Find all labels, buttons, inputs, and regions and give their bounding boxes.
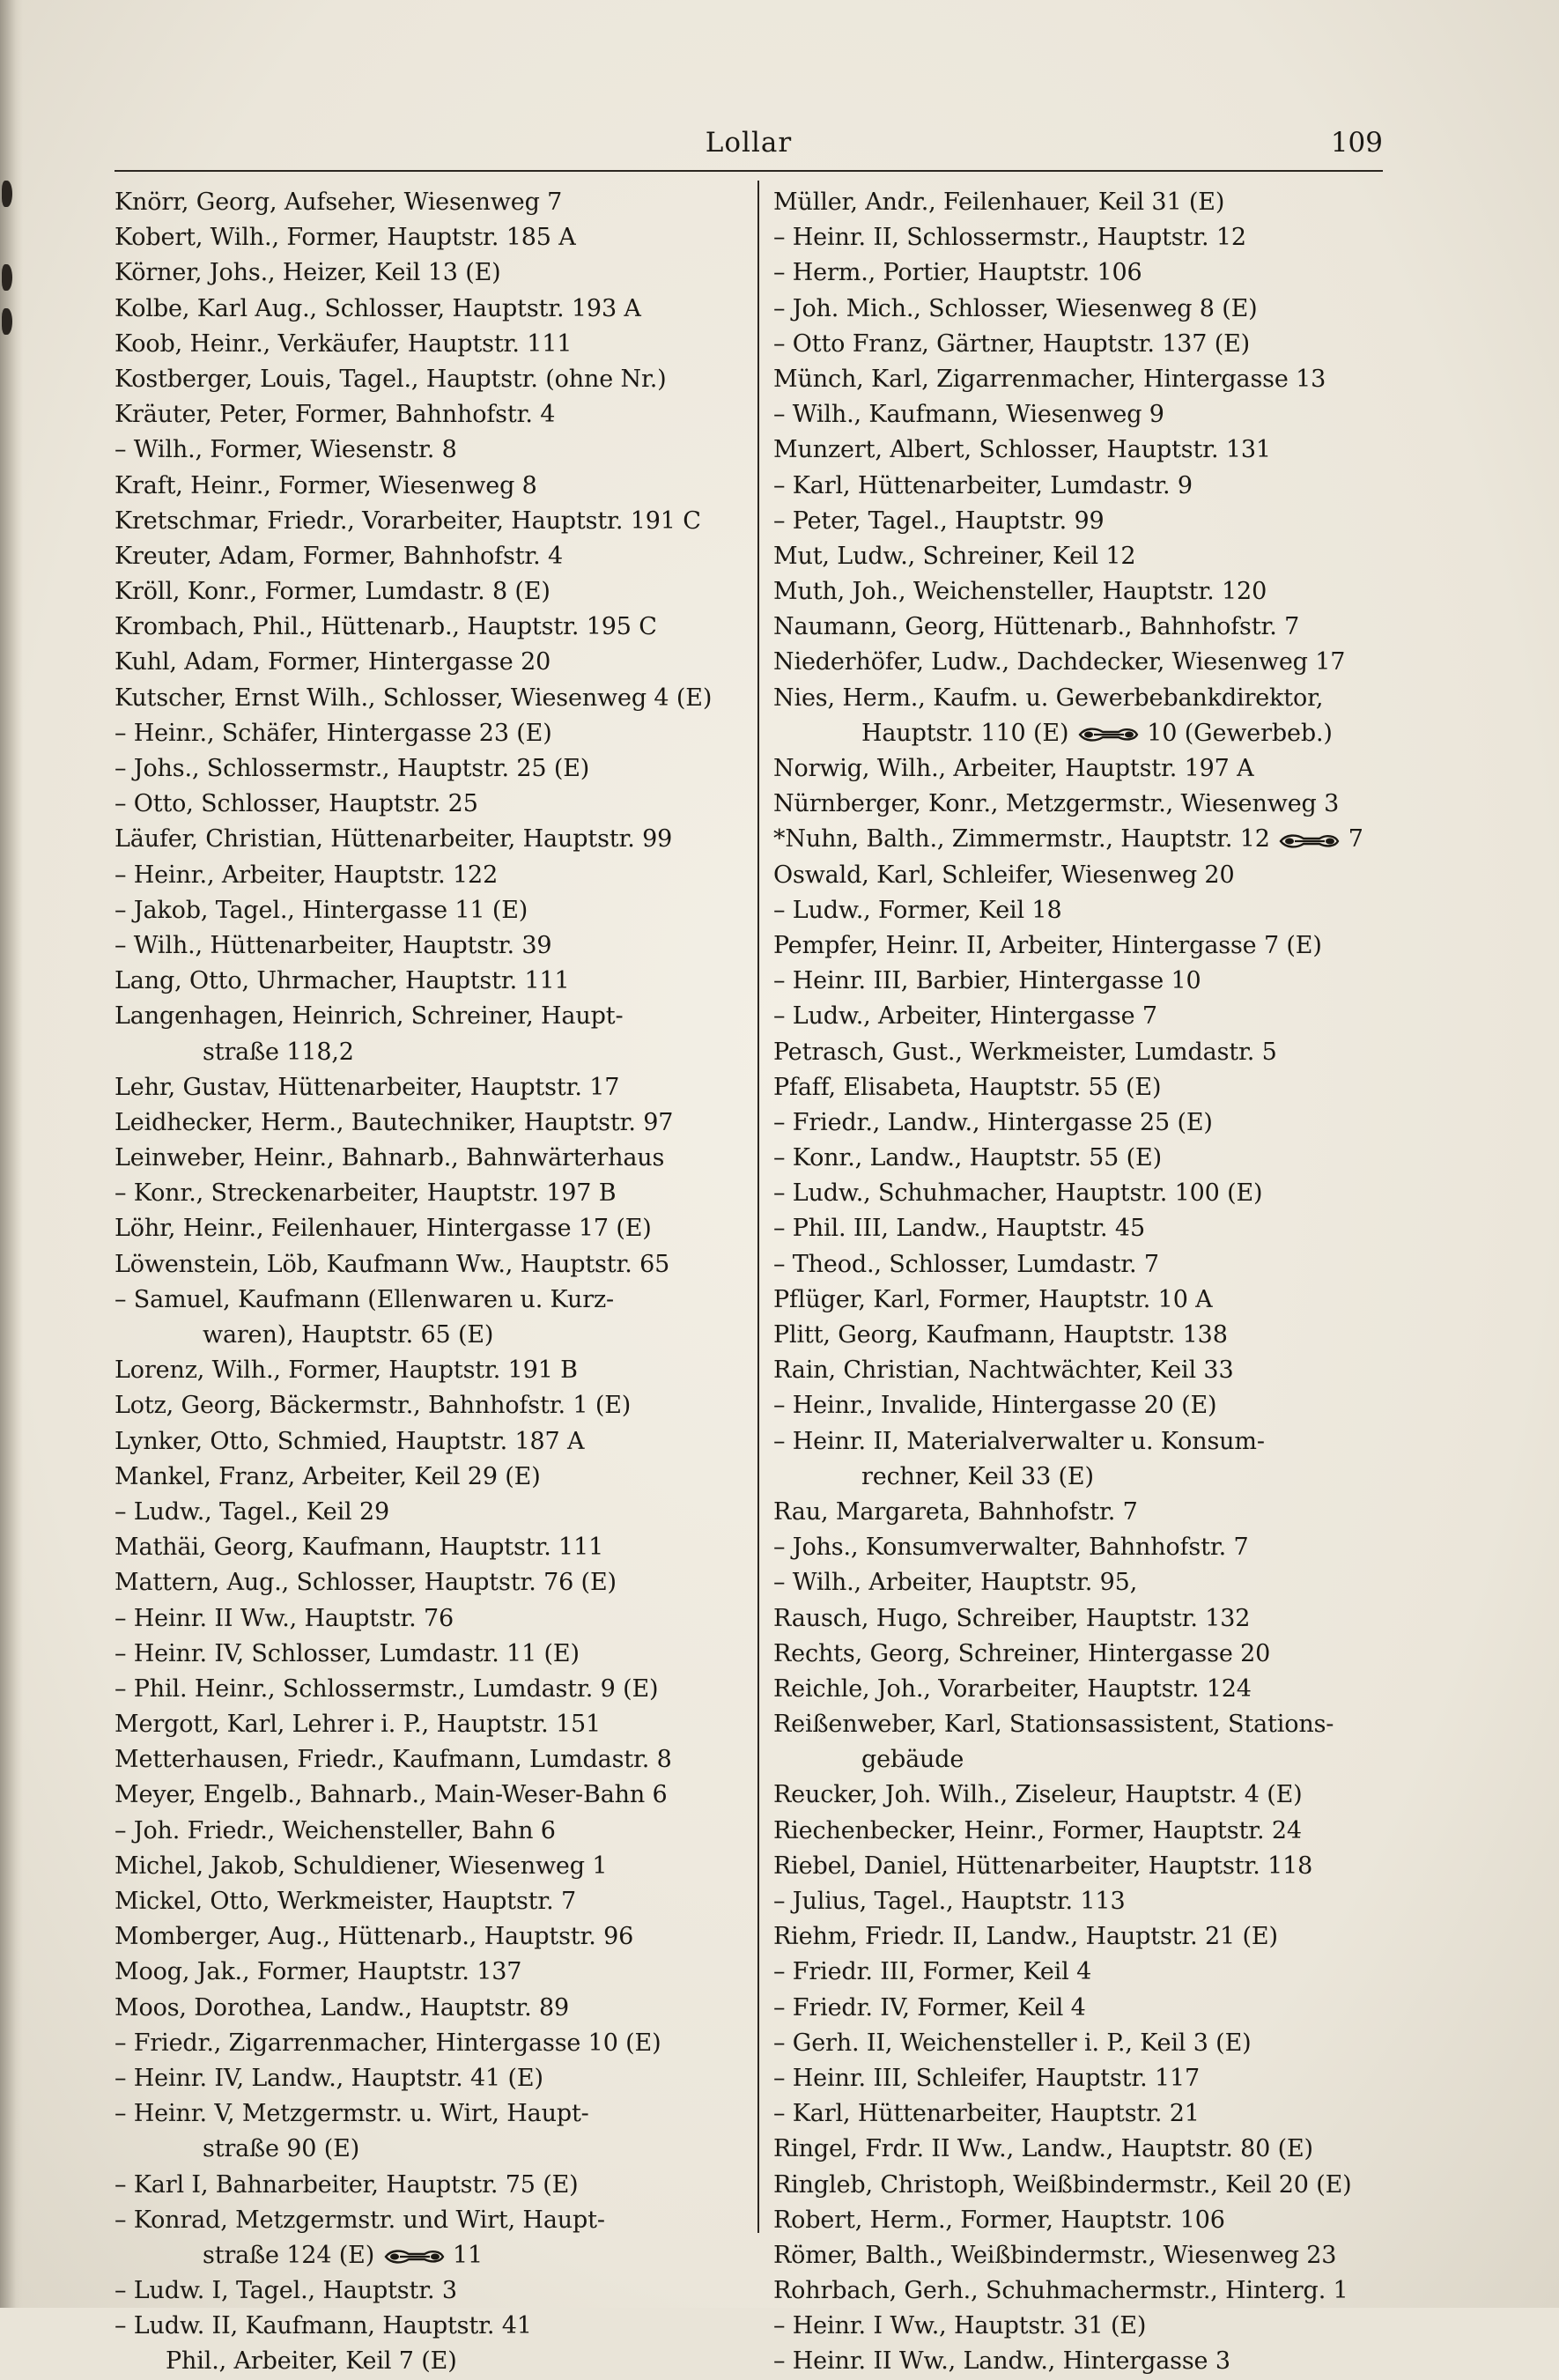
directory-entry (115, 2203, 749, 2238)
entry-text: – Ludw., Arbeiter, Hintergasse 7 (773, 1002, 1157, 1031)
entry-text: Lang, Otto, Uhrmacher, Hauptstr. 111 (115, 967, 570, 995)
entry-text: Rain, Christian, Nachtwächter, Keil 33 (773, 1356, 1234, 1385)
binding-mark (2, 308, 12, 335)
entry-text: Koob, Heinr., Verkäufer, Hauptstr. 111 (115, 329, 573, 358)
entry-text: Kretschmar, Friedr., Vorarbeiter, Hauptstr. 191 C (115, 506, 701, 535)
directory-entry (115, 220, 749, 255)
directory-entry (773, 1070, 1383, 1105)
directory-entry (115, 2344, 749, 2379)
entry-text: – Ludw. I, Tagel., Hauptstr. 3 (115, 2277, 457, 2305)
binding-mark (2, 264, 12, 291)
entry-text: – Ludw. II, Kaufmann, Hauptstr. 41 (115, 2312, 532, 2340)
entry-text: – Johs., Konsumverwalter, Bahnhofstr. 7 (773, 1534, 1249, 1562)
directory-entry (115, 1176, 749, 1211)
directory-entry (115, 1495, 749, 1530)
directory-entry (773, 504, 1383, 539)
directory-entry (773, 469, 1383, 504)
directory-entry (115, 681, 749, 716)
entry-text: – Phil. Heinr., Schlossermstr., Lumdastr. 9 (E) (115, 1674, 659, 1703)
entry-text: *Nuhn, Balth., Zimmermstr., Hauptstr. 12 (773, 825, 1270, 854)
directory-entry (773, 1530, 1383, 1565)
entry-text: Petrasch, Gust., Werkmeister, Lumdastr. 5 (773, 1038, 1277, 1066)
directory-entry (115, 1672, 749, 1707)
directory-entry (773, 716, 1383, 751)
entry-text: – Konr., Streckenarbeiter, Hauptstr. 197 B (115, 1179, 617, 1208)
directory-entry (773, 858, 1383, 893)
directory-entry (115, 469, 749, 504)
directory-entry (773, 1814, 1383, 1849)
entry-text: Plitt, Georg, Kaufmann, Hauptstr. 138 (773, 1321, 1228, 1349)
directory-entry (115, 1565, 749, 1600)
entry-text: Ringleb, Christoph, Weißbindermstr., Keil 20 (E) (773, 2170, 1352, 2199)
directory-entry (773, 574, 1383, 610)
entry-text: – Friedr. IV, Former, Keil 4 (773, 1993, 1086, 2022)
directory-entry (773, 1601, 1383, 1637)
entry-text: – Ludw., Former, Keil 18 (773, 896, 1062, 924)
directory-entry (773, 220, 1383, 255)
directory-entry (773, 362, 1383, 397)
directory-entry (115, 185, 749, 220)
directory-entry (773, 822, 1383, 857)
directory-entry (773, 1919, 1383, 1955)
entry-text: Körner, Johs., Heizer, Keil 13 (E) (115, 259, 501, 287)
directory-entry (773, 1282, 1383, 1318)
entry-text: – Heinr. IV, Landw., Hauptstr. 41 (E) (115, 2064, 543, 2092)
entry-text: – Heinr. I Ww., Hauptstr. 31 (E) (773, 2312, 1147, 2340)
directory-entry (115, 1955, 749, 1990)
directory-entry (115, 362, 749, 397)
directory-entry (115, 1814, 749, 1849)
entry-text: – Karl, Hüttenarbeiter, Hauptstr. 21 (773, 2100, 1200, 2128)
entry-text: Kröll, Konr., Former, Lumdastr. 8 (E) (115, 578, 550, 606)
directory-entry (115, 893, 749, 928)
entry-text: Moog, Jak., Former, Hauptstr. 137 (115, 1958, 522, 1986)
directory-entry (115, 574, 749, 610)
phone-number: 11 (452, 2241, 484, 2269)
entry-text: – Herm., Portier, Hauptstr. 106 (773, 259, 1142, 287)
entry-text: – Otto Franz, Gärtner, Hauptstr. 137 (E) (773, 329, 1251, 358)
directory-entry (773, 432, 1383, 468)
directory-entry (115, 397, 749, 432)
directory-entry (115, 1353, 749, 1388)
directory-entry (773, 2309, 1383, 2344)
directory-entry (115, 645, 749, 680)
entry-text: Metterhausen, Friedr., Kaufmann, Lumdastr. 8 (115, 1746, 672, 1774)
entry-text: – Phil. III, Landw., Hauptstr. 45 (773, 1215, 1145, 1243)
directory-entry (773, 681, 1383, 716)
entry-text: straße 118,2 (203, 1038, 354, 1066)
directory-entry (115, 1707, 749, 1742)
entry-text: – Ludw., Tagel., Keil 29 (115, 1497, 390, 1526)
directory-entry (115, 1778, 749, 1813)
directory-entry (115, 1742, 749, 1778)
entry-text: – Heinr. II, Schlossermstr., Hauptstr. 12 (773, 224, 1246, 252)
directory-entry (773, 2344, 1383, 2379)
entry-text: Kutscher, Ernst Wilh., Schlosser, Wiesenweg 4 (E) (115, 684, 713, 712)
directory-entry (115, 1424, 749, 1460)
entry-text: straße 124 (E) (203, 2241, 375, 2269)
page-binding-edge (0, 0, 23, 2308)
entry-text: – Joh. Friedr., Weichensteller, Bahn 6 (115, 1816, 556, 1844)
entry-text: Nies, Herm., Kaufm. u. Gewerbebankdirektor, (773, 684, 1324, 712)
directory-entry (115, 2026, 749, 2061)
directory-entry (773, 645, 1383, 680)
entry-text: Läufer, Christian, Hüttenarbeiter, Hauptstr. 99 (115, 825, 673, 854)
directory-entry (115, 2061, 749, 2096)
entry-text: Löhr, Heinr., Feilenhauer, Hintergasse 17 (E) (115, 1215, 652, 1243)
directory-entry (115, 1637, 749, 1672)
entry-text: – Heinr., Arbeiter, Hauptstr. 122 (115, 861, 499, 889)
entry-text: Mergott, Karl, Lehrer i. P., Hauptstr. 151 (115, 1711, 602, 1739)
directory-entry (115, 1247, 749, 1282)
directory-entry (773, 397, 1383, 432)
directory-entry (115, 1105, 749, 1141)
entry-text: – Heinr. II, Materialverwalter u. Konsum- (773, 1427, 1265, 1455)
directory-entry (115, 1282, 749, 1318)
running-title: Lollar (705, 127, 793, 159)
entry-text: Kuhl, Adam, Former, Hintergasse 20 (115, 648, 551, 676)
directory-entry (773, 787, 1383, 822)
entry-text: – Friedr. III, Former, Keil 4 (773, 1958, 1092, 1986)
entry-text: Momberger, Aug., Hüttenarb., Hauptstr. 96 (115, 1923, 634, 1951)
directory-entry (773, 1565, 1383, 1600)
entry-text: Rausch, Hugo, Schreiber, Hauptstr. 132 (773, 1604, 1251, 1632)
directory-entry (773, 751, 1383, 787)
directory-entry (773, 1778, 1383, 1813)
directory-entry (773, 2132, 1383, 2167)
directory-entry (115, 1070, 749, 1105)
entry-text: Phil., Arbeiter, Keil 7 (E) (166, 2347, 457, 2376)
entry-text: – Otto, Schlosser, Hauptstr. 25 (115, 790, 478, 818)
directory-entry (773, 327, 1383, 362)
directory-entry (115, 1460, 749, 1495)
entry-text: – Konr., Landw., Hauptstr. 55 (E) (773, 1144, 1162, 1172)
directory-entry (773, 292, 1383, 327)
directory-entry (773, 185, 1383, 220)
entry-text: – Friedr., Landw., Hintergasse 25 (E) (773, 1108, 1213, 1136)
entry-text: Lorenz, Wilh., Former, Hauptstr. 191 B (115, 1356, 578, 1385)
directory-entry (115, 327, 749, 362)
entry-text: Kostberger, Louis, Tagel., Hauptstr. (ohne Nr.) (115, 365, 667, 393)
entry-text: waren), Hauptstr. 65 (E) (203, 1321, 494, 1349)
entry-text: – Theod., Schlosser, Lumdastr. 7 (773, 1250, 1159, 1278)
entry-text: Muth, Joh., Weichensteller, Hauptstr. 120 (773, 578, 1267, 606)
entry-text: Oswald, Karl, Schleifer, Wiesenweg 20 (773, 861, 1235, 889)
phone-number: 10 (Gewerbeb.) (1147, 719, 1333, 747)
left-column (115, 185, 749, 2380)
directory-entry (115, 1884, 749, 1919)
entry-text: Lotz, Georg, Bäckermstr., Bahnhofstr. 1 (E) (115, 1392, 632, 1420)
entry-text: Lynker, Otto, Schmied, Hauptstr. 187 A (115, 1427, 585, 1455)
directory-entry (115, 1919, 749, 1955)
directory-entry (773, 2238, 1383, 2273)
entry-text: Münch, Karl, Zigarrenmacher, Hintergasse 13 (773, 365, 1326, 393)
entry-text: – Karl, Hüttenarbeiter, Lumdastr. 9 (773, 471, 1193, 499)
directory-entry (115, 1318, 749, 1353)
entry-text: Rohrbach, Gerh., Schuhmachermstr., Hinterg. 1 (773, 2277, 1348, 2305)
entry-text: Nürnberger, Konr., Metzgermstr., Wiesenweg 3 (773, 790, 1340, 818)
binding-mark (2, 181, 12, 207)
directory-entry (773, 1247, 1383, 1282)
directory-entry (773, 964, 1383, 999)
entry-text: Krombach, Phil., Hüttenarb., Hauptstr. 195 C (115, 613, 657, 641)
entry-text: Pflüger, Karl, Former, Hauptstr. 10 A (773, 1285, 1213, 1313)
directory-entry (115, 858, 749, 893)
directory-entry (115, 432, 749, 468)
directory-entry (115, 751, 749, 787)
entry-text: Kraft, Heinr., Former, Wiesenweg 8 (115, 471, 537, 499)
directory-entry (115, 1849, 749, 1884)
page-number: 109 (1330, 127, 1383, 159)
entry-text: rechner, Keil 33 (E) (861, 1462, 1094, 1490)
directory-entry (115, 2273, 749, 2309)
directory-entry (773, 2096, 1383, 2132)
entry-text: Munzert, Albert, Schlosser, Hauptstr. 131 (773, 436, 1271, 464)
directory-entry (115, 1211, 749, 1246)
entry-text: Riechenbecker, Heinr., Former, Hauptstr. 24 (773, 1816, 1302, 1844)
directory-entry (773, 1353, 1383, 1388)
entry-text: Kreuter, Adam, Former, Bahnhofstr. 4 (115, 542, 564, 570)
directory-entry (773, 1707, 1383, 1742)
header-rule (115, 170, 1383, 172)
directory-entry (773, 1035, 1383, 1070)
entry-text: Riebel, Daniel, Hüttenarbeiter, Hauptstr. 118 (773, 1852, 1313, 1880)
directory-entry (115, 255, 749, 291)
directory-entry (115, 822, 749, 857)
entry-text: Müller, Andr., Feilenhauer, Keil 31 (E) (773, 188, 1225, 216)
directory-entry (115, 610, 749, 645)
directory-entry (773, 1460, 1383, 1495)
directory-entry (115, 999, 749, 1034)
directory-entry (773, 2061, 1383, 2096)
entry-text: – Wilh., Hüttenarbeiter, Hauptstr. 39 (115, 931, 552, 959)
entry-text: – Wilh., Arbeiter, Hauptstr. 95, (773, 1569, 1138, 1597)
entry-text: Riehm, Friedr. II, Landw., Hauptstr. 21 (E) (773, 1923, 1278, 1951)
directory-entry (115, 2168, 749, 2203)
directory-entry (773, 893, 1383, 928)
directory-entry (773, 1176, 1383, 1211)
directory-entry (773, 1991, 1383, 2026)
entry-text: Norwig, Wilh., Arbeiter, Hauptstr. 197 A (773, 755, 1254, 782)
directory-entry (115, 716, 749, 751)
directory-entry (115, 504, 749, 539)
directory-entry (115, 1035, 749, 1070)
entry-text: straße 90 (E) (203, 2135, 360, 2163)
entry-text: Leidhecker, Herm., Bautechniker, Hauptstr. 97 (115, 1108, 674, 1136)
entry-text: Knörr, Georg, Aufseher, Wiesenweg 7 (115, 188, 563, 216)
entry-text: Meyer, Engelb., Bahnarb., Main-Weser-Bahn 6 (115, 1781, 668, 1809)
entry-text: Rechts, Georg, Schreiner, Hintergasse 20 (773, 1639, 1271, 1667)
directory-entry (773, 2026, 1383, 2061)
entry-text: Langenhagen, Heinrich, Schreiner, Haupt- (115, 1002, 624, 1031)
directory-entry (115, 2132, 749, 2167)
directory-entry (773, 999, 1383, 1034)
directory-entry (773, 1105, 1383, 1141)
entry-text: Löwenstein, Löb, Kaufmann Ww., Hauptstr. 65 (115, 1250, 670, 1278)
entry-text: Rau, Margareta, Bahnhofstr. 7 (773, 1497, 1138, 1526)
entry-text: Michel, Jakob, Schuldiener, Wiesenweg 1 (115, 1852, 608, 1880)
entry-text: Kobert, Wilh., Former, Hauptstr. 185 A (115, 224, 576, 252)
directory-entry (773, 1955, 1383, 1990)
entry-text: – Wilh., Former, Wiesenstr. 8 (115, 436, 457, 464)
page-header (115, 123, 1383, 167)
entry-text: Moos, Dorothea, Landw., Hauptstr. 89 (115, 1993, 570, 2022)
directory-entry (115, 2096, 749, 2132)
entry-text: Ringel, Frdr. II Ww., Landw., Hauptstr. 80 (E) (773, 2135, 1313, 2163)
directory-entry (773, 255, 1383, 291)
entry-text: – Heinr., Schäfer, Hintergasse 23 (E) (115, 719, 552, 747)
entry-text: Reichle, Joh., Vorarbeiter, Hauptstr. 124 (773, 1674, 1252, 1703)
phone-number: 7 (1348, 825, 1363, 854)
entry-text: Leinweber, Heinr., Bahnarb., Bahnwärterhaus (115, 1144, 665, 1172)
entry-text: gebäude (861, 1746, 964, 1774)
entry-text: – Johs., Schlossermstr., Hauptstr. 25 (E) (115, 755, 590, 782)
entry-text: Pfaff, Elisabeta, Hauptstr. 55 (E) (773, 1073, 1162, 1101)
directory-entry (773, 1495, 1383, 1530)
directory-entry (773, 1141, 1383, 1176)
entry-text: – Heinr. IV, Schlosser, Lumdastr. 11 (E) (115, 1639, 580, 1667)
entry-text: Reißenweber, Karl, Stationsassistent, Stations- (773, 1711, 1334, 1739)
entry-text: – Ludw., Schuhmacher, Hauptstr. 100 (E) (773, 1179, 1263, 1208)
entry-text: – Heinr., Invalide, Hintergasse 20 (E) (773, 1392, 1217, 1420)
entry-text: Mattern, Aug., Schlosser, Hauptstr. 76 (E) (115, 1569, 617, 1597)
directory-entry (115, 787, 749, 822)
entry-text: – Wilh., Kaufmann, Wiesenweg 9 (773, 401, 1164, 429)
entry-text: Niederhöfer, Ludw., Dachdecker, Wiesenweg 17 (773, 648, 1346, 676)
telephone-icon (1277, 831, 1341, 850)
directory-entry (115, 292, 749, 327)
entry-text: Reucker, Joh. Wilh., Ziseleur, Hauptstr. 4 (E) (773, 1781, 1303, 1809)
entry-text: – Joh. Mich., Schlosser, Wiesenweg 8 (E) (773, 294, 1258, 322)
directory-entry (773, 539, 1383, 574)
entry-text: – Heinr. V, Metzgermstr. u. Wirt, Haupt- (115, 2100, 589, 2128)
directory-entry (773, 1742, 1383, 1778)
entry-text: – Karl I, Bahnarbeiter, Hauptstr. 75 (E) (115, 2170, 579, 2199)
directory-entry (773, 1672, 1383, 1707)
entry-text: – Peter, Tagel., Hauptstr. 99 (773, 506, 1105, 535)
directory-entry (115, 1991, 749, 2026)
entry-text: Lehr, Gustav, Hüttenarbeiter, Hauptstr. 17 (115, 1073, 620, 1101)
entry-text: Kräuter, Peter, Former, Bahnhofstr. 4 (115, 401, 556, 429)
directory-entry (773, 1211, 1383, 1246)
directory-entry (115, 1530, 749, 1565)
column-divider (757, 181, 759, 2233)
directory-entry (773, 1424, 1383, 1460)
right-column (773, 185, 1383, 2380)
entry-text: – Friedr., Zigarrenmacher, Hintergasse 10 (E) (115, 2029, 661, 2057)
entry-text: – Heinr. II Ww., Hauptstr. 76 (115, 1604, 454, 1632)
entry-text: Pempfer, Heinr. II, Arbeiter, Hintergasse 7 (E) (773, 931, 1322, 959)
entry-text: Römer, Balth., Weißbindermstr., Wiesenweg 23 (773, 2241, 1337, 2269)
entry-text: Mankel, Franz, Arbeiter, Keil 29 (E) (115, 1462, 541, 1490)
directory-entry (773, 1849, 1383, 1884)
directory-entry (773, 1318, 1383, 1353)
entry-text: – Julius, Tagel., Hauptstr. 113 (773, 1888, 1126, 1915)
entry-text: Hauptstr. 110 (E) (861, 719, 1069, 747)
entry-text: Mathäi, Georg, Kaufmann, Hauptstr. 111 (115, 1534, 604, 1562)
directory-entry (115, 2309, 749, 2344)
telephone-icon (382, 2246, 446, 2265)
entry-text: Kolbe, Karl Aug., Schlosser, Hauptstr. 193 A (115, 294, 641, 322)
directory-entry (773, 610, 1383, 645)
directory-entry (115, 1388, 749, 1423)
directory-entry (773, 1884, 1383, 1919)
directory-entry (115, 964, 749, 999)
entry-text: – Samuel, Kaufmann (Ellenwaren u. Kurz- (115, 1285, 615, 1313)
directory-entry (115, 1601, 749, 1637)
directory-entry (773, 1388, 1383, 1423)
directory-entry (773, 1637, 1383, 1672)
entry-text: Mut, Ludw., Schreiner, Keil 12 (773, 542, 1136, 570)
telephone-icon (1076, 724, 1140, 743)
entry-text: Mickel, Otto, Werkmeister, Hauptstr. 7 (115, 1888, 577, 1915)
directory-entry (773, 2168, 1383, 2203)
directory-entry (115, 928, 749, 964)
directory-entry (115, 2238, 749, 2273)
entry-text: – Gerh. II, Weichensteller i. P., Keil 3 (E) (773, 2029, 1252, 2057)
entry-text: – Jakob, Tagel., Hintergasse 11 (E) (115, 896, 528, 924)
directory-entry (115, 539, 749, 574)
directory-entry (773, 928, 1383, 964)
entry-text: – Heinr. II Ww., Landw., Hintergasse 3 (773, 2347, 1230, 2376)
directory-entry (773, 2203, 1383, 2238)
entry-text: – Heinr. III, Barbier, Hintergasse 10 (773, 967, 1201, 995)
directory-entry (773, 2273, 1383, 2309)
directory-entry (115, 1141, 749, 1176)
entry-text: – Konrad, Metzgermstr. und Wirt, Haupt- (115, 2206, 605, 2234)
entry-text: – Heinr. III, Schleifer, Hauptstr. 117 (773, 2064, 1201, 2092)
entry-text: Naumann, Georg, Hüttenarb., Bahnhofstr. 7 (773, 613, 1300, 641)
entry-text: Robert, Herm., Former, Hauptstr. 106 (773, 2206, 1225, 2234)
